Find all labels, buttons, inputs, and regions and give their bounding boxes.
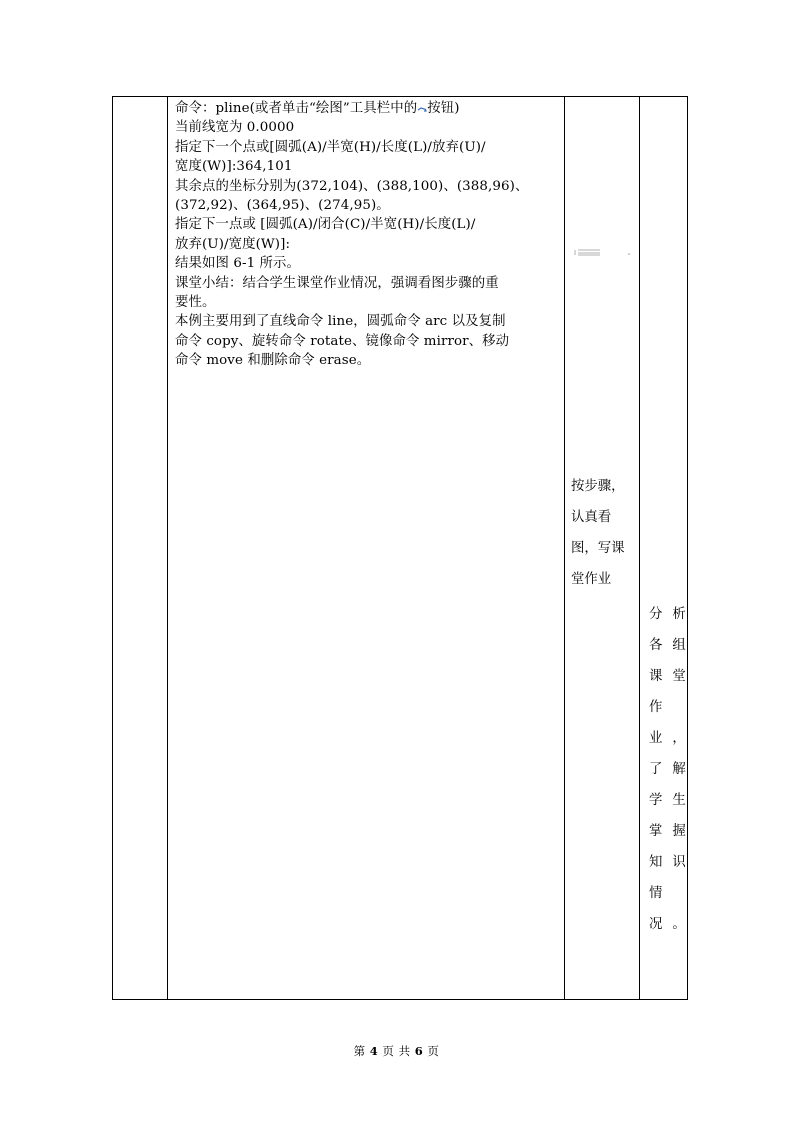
table-column-1	[113, 97, 168, 999]
scribble-mark-icon	[573, 247, 631, 257]
design-intent-line: 课堂	[649, 669, 696, 684]
footer-suffix: 页	[427, 1044, 440, 1058]
design-intent-line: 掌握	[649, 824, 696, 839]
student-activity	[571, 471, 635, 595]
lesson-content	[175, 99, 561, 371]
design-intent-line: 况。	[649, 917, 696, 932]
design-intent-line: 了解	[649, 762, 696, 777]
design-intent-line: 情	[649, 886, 673, 901]
design-intent-line: 业，	[649, 731, 696, 746]
design-intent-line: 学生	[649, 793, 696, 808]
content-line: 指定下一点或 [圆弧(A)/闭合(C)/半宽(H)/长度(L)/	[175, 217, 476, 233]
page-number: 4	[369, 1044, 379, 1058]
design-intent-line: 分析	[649, 607, 696, 622]
content-line: (372,92)、(364,95)、(274,95)。	[175, 198, 390, 214]
content-line: 命令 move 和删除命令 erase。	[175, 353, 371, 369]
content-line: 指定下一个点或[圆弧(A)/半宽(H)/长度(L)/放弃(U)/	[175, 139, 486, 155]
student-activity-line: 图，写课	[571, 541, 625, 556]
content-line: 当前线宽为 0.0000	[175, 120, 295, 136]
footer-middle: 页 共	[382, 1044, 411, 1058]
table-column-2	[168, 97, 565, 999]
content-line: 要性。	[175, 295, 216, 311]
table-column-4	[640, 97, 696, 999]
design-intent-line: 各组	[649, 638, 696, 653]
content-line: 命令：pline(或者单击“绘图”工具栏中的 按钮)	[175, 101, 460, 116]
table-column-3	[565, 97, 640, 999]
page-total: 6	[414, 1044, 424, 1058]
content-line: 宽度(W)]:364,101	[175, 159, 293, 175]
lesson-table	[112, 96, 696, 1000]
content-line: 其余点的坐标分别为(372,104)、(388,100)、(388,96)、	[175, 178, 529, 194]
footer-prefix: 第	[353, 1044, 366, 1058]
content-line: 课堂小结：结合学生课堂作业情况，强调看图步骤的重	[175, 275, 499, 291]
design-intent	[649, 599, 696, 940]
student-activity-line: 堂作业	[571, 572, 612, 587]
design-intent-line: 作	[649, 700, 673, 715]
content-line: 命令 copy、旋转命令 rotate、镜像命令 mirror、移动	[175, 333, 510, 349]
student-activity-line: 按步骤，	[571, 479, 625, 494]
content-line: 结果如图 6-1 所示。	[175, 256, 301, 272]
student-activity-line: 认真看	[571, 510, 612, 525]
content-line: 本例主要用到了直线命令 line，圆弧命令 arc 以及复制	[175, 314, 506, 330]
design-intent-line: 知识	[649, 855, 696, 870]
page-footer	[0, 1043, 793, 1059]
content-line: 放弃(U)/宽度(W)]:	[175, 236, 291, 252]
polyline-tool-icon	[417, 103, 427, 113]
